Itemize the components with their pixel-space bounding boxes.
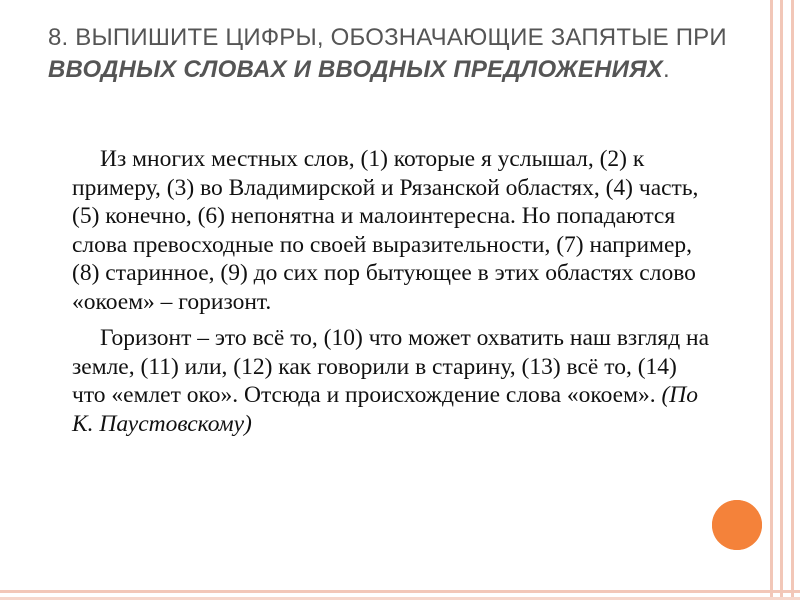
frame-line bbox=[770, 0, 773, 600]
title-suffix: . bbox=[662, 56, 670, 83]
paragraph-2-text: Горизонт – это всё то, (10) что может охватить наш взгляд на земле, (11) или, (12) как говорили в старину, (13) всё то, (14) что «емлет око». Отсюда и происхождение слова «окоем». bbox=[72, 325, 710, 408]
title-prefix: 8. ВЫПИШИТЕ ЦИФРЫ, ОБОЗНАЧАЮЩИЕ ЗАПЯТЫЕ ПРИ bbox=[48, 24, 727, 51]
title-emphasis: ВВОДНЫХ СЛОВАХ И ВВОДНЫХ ПРЕДЛОЖЕНИЯХ bbox=[48, 56, 663, 83]
frame-line bbox=[780, 0, 783, 600]
frame-line bbox=[0, 590, 800, 593]
paragraph-2 bbox=[72, 324, 712, 438]
slide-title bbox=[48, 22, 738, 86]
frame-line bbox=[791, 0, 794, 600]
exercise-text bbox=[72, 145, 712, 446]
paragraph-1: Из многих местных слов, (1) которые я услышал, (2) к примеру, (3) во Владимирской и Рязанской областях, (4) часть, (5) конечно, (6) непонятна и малоинтересна. Но попадаются слова превосходные по своей выразительности, (7) например, (8) старинное, (9) до сих пор бытующее в этих областях слово «окоем» – горизонт. bbox=[72, 146, 699, 315]
orange-circle-decoration bbox=[712, 500, 762, 550]
attribution: (По К. Паустовскому) bbox=[72, 382, 698, 437]
